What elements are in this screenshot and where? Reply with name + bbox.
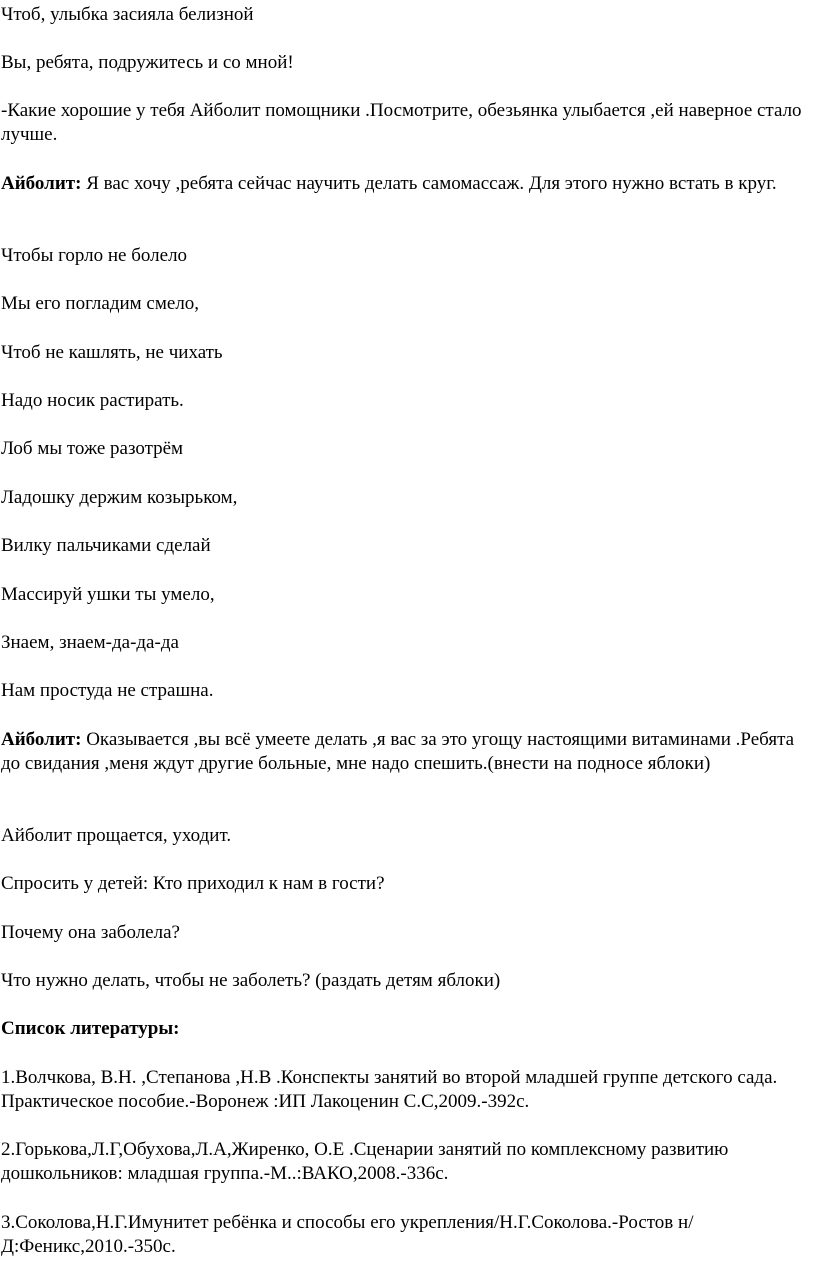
poem-line: Надо носик растирать. xyxy=(1,390,184,411)
poem-line: Знаем, знаем-да-да-да xyxy=(1,632,179,653)
text-line: Спросить у детей: Кто приходил к нам в гости? xyxy=(1,873,385,894)
text-line: Почему она заболела? xyxy=(1,922,180,943)
poem-line: Массируй ушки ты умело, xyxy=(1,584,215,605)
poem-line: Мы его погладим смело, xyxy=(1,293,200,314)
reference-item: 2.Горькова,Л.Г,Обухова,Л.А,Жиренко, О.Е .Сценарии занятий по комплексному развитию дошкольников: младшая группа.-М..:ВАКО,2008.-336с. xyxy=(1,1139,729,1184)
poem-line: Вилку пальчиками сделай xyxy=(1,535,211,556)
poem-line: Чтобы горло не болело xyxy=(1,245,188,266)
aibolit-speech-2 xyxy=(1,728,810,776)
text-line: Что нужно делать, чтобы не заболеть? (раздать детям яблоки) xyxy=(1,970,501,991)
reference-item: 1.Волчкова, В.Н. ,Степанова ,Н.В .Конспекты занятий во второй младшей группе детского сада. Практическое пособие.-Воронеж :ИП Лакоценин С.С,2009.-392с. xyxy=(1,1067,778,1112)
references-heading: Список литературы: xyxy=(1,1018,180,1039)
text-line: Чтоб, улыбка засияла белизной xyxy=(1,4,254,25)
text-line: Айболит прощается, уходит. xyxy=(1,825,232,846)
text-line: Вы, ребята, подружитесь и со мной! xyxy=(1,52,294,73)
reference-item: 3.Соколова,Н.Г.Имунитет ребёнка и способы его укрепления/Н.Г.Соколова.-Ростов н/Д:Феникс,2010.-350с. xyxy=(1,1212,694,1257)
speech-text: Я вас хочу ,ребята сейчас научить делать самомассаж. Для этого нужно встать в круг. xyxy=(81,173,777,194)
poem-line: Нам простуда не страшна. xyxy=(1,680,214,701)
aibolit-speech-1 xyxy=(1,172,810,196)
poem-line: Чтоб не кашлять, не чихать xyxy=(1,342,223,363)
speech-text: Оказывается ,вы всё умеете делать ,я вас за это угощу настоящими витаминами .Ребята до свидания ,меня ждут другие больные, мне надо спешить.(внести на подносе яблоки) xyxy=(1,729,795,774)
poem-line: Лоб мы тоже разотрём xyxy=(1,438,184,459)
speaker-label: Айболит: xyxy=(1,729,82,750)
speaker-label: Айболит: xyxy=(1,173,82,194)
poem-line: Ладошку держим козырьком, xyxy=(1,487,238,508)
text-paragraph: -Какие хорошие у тебя Айболит помощники .Посмотрите, обезьянка улыбается ,ей наверное стало лучше. xyxy=(1,100,802,145)
